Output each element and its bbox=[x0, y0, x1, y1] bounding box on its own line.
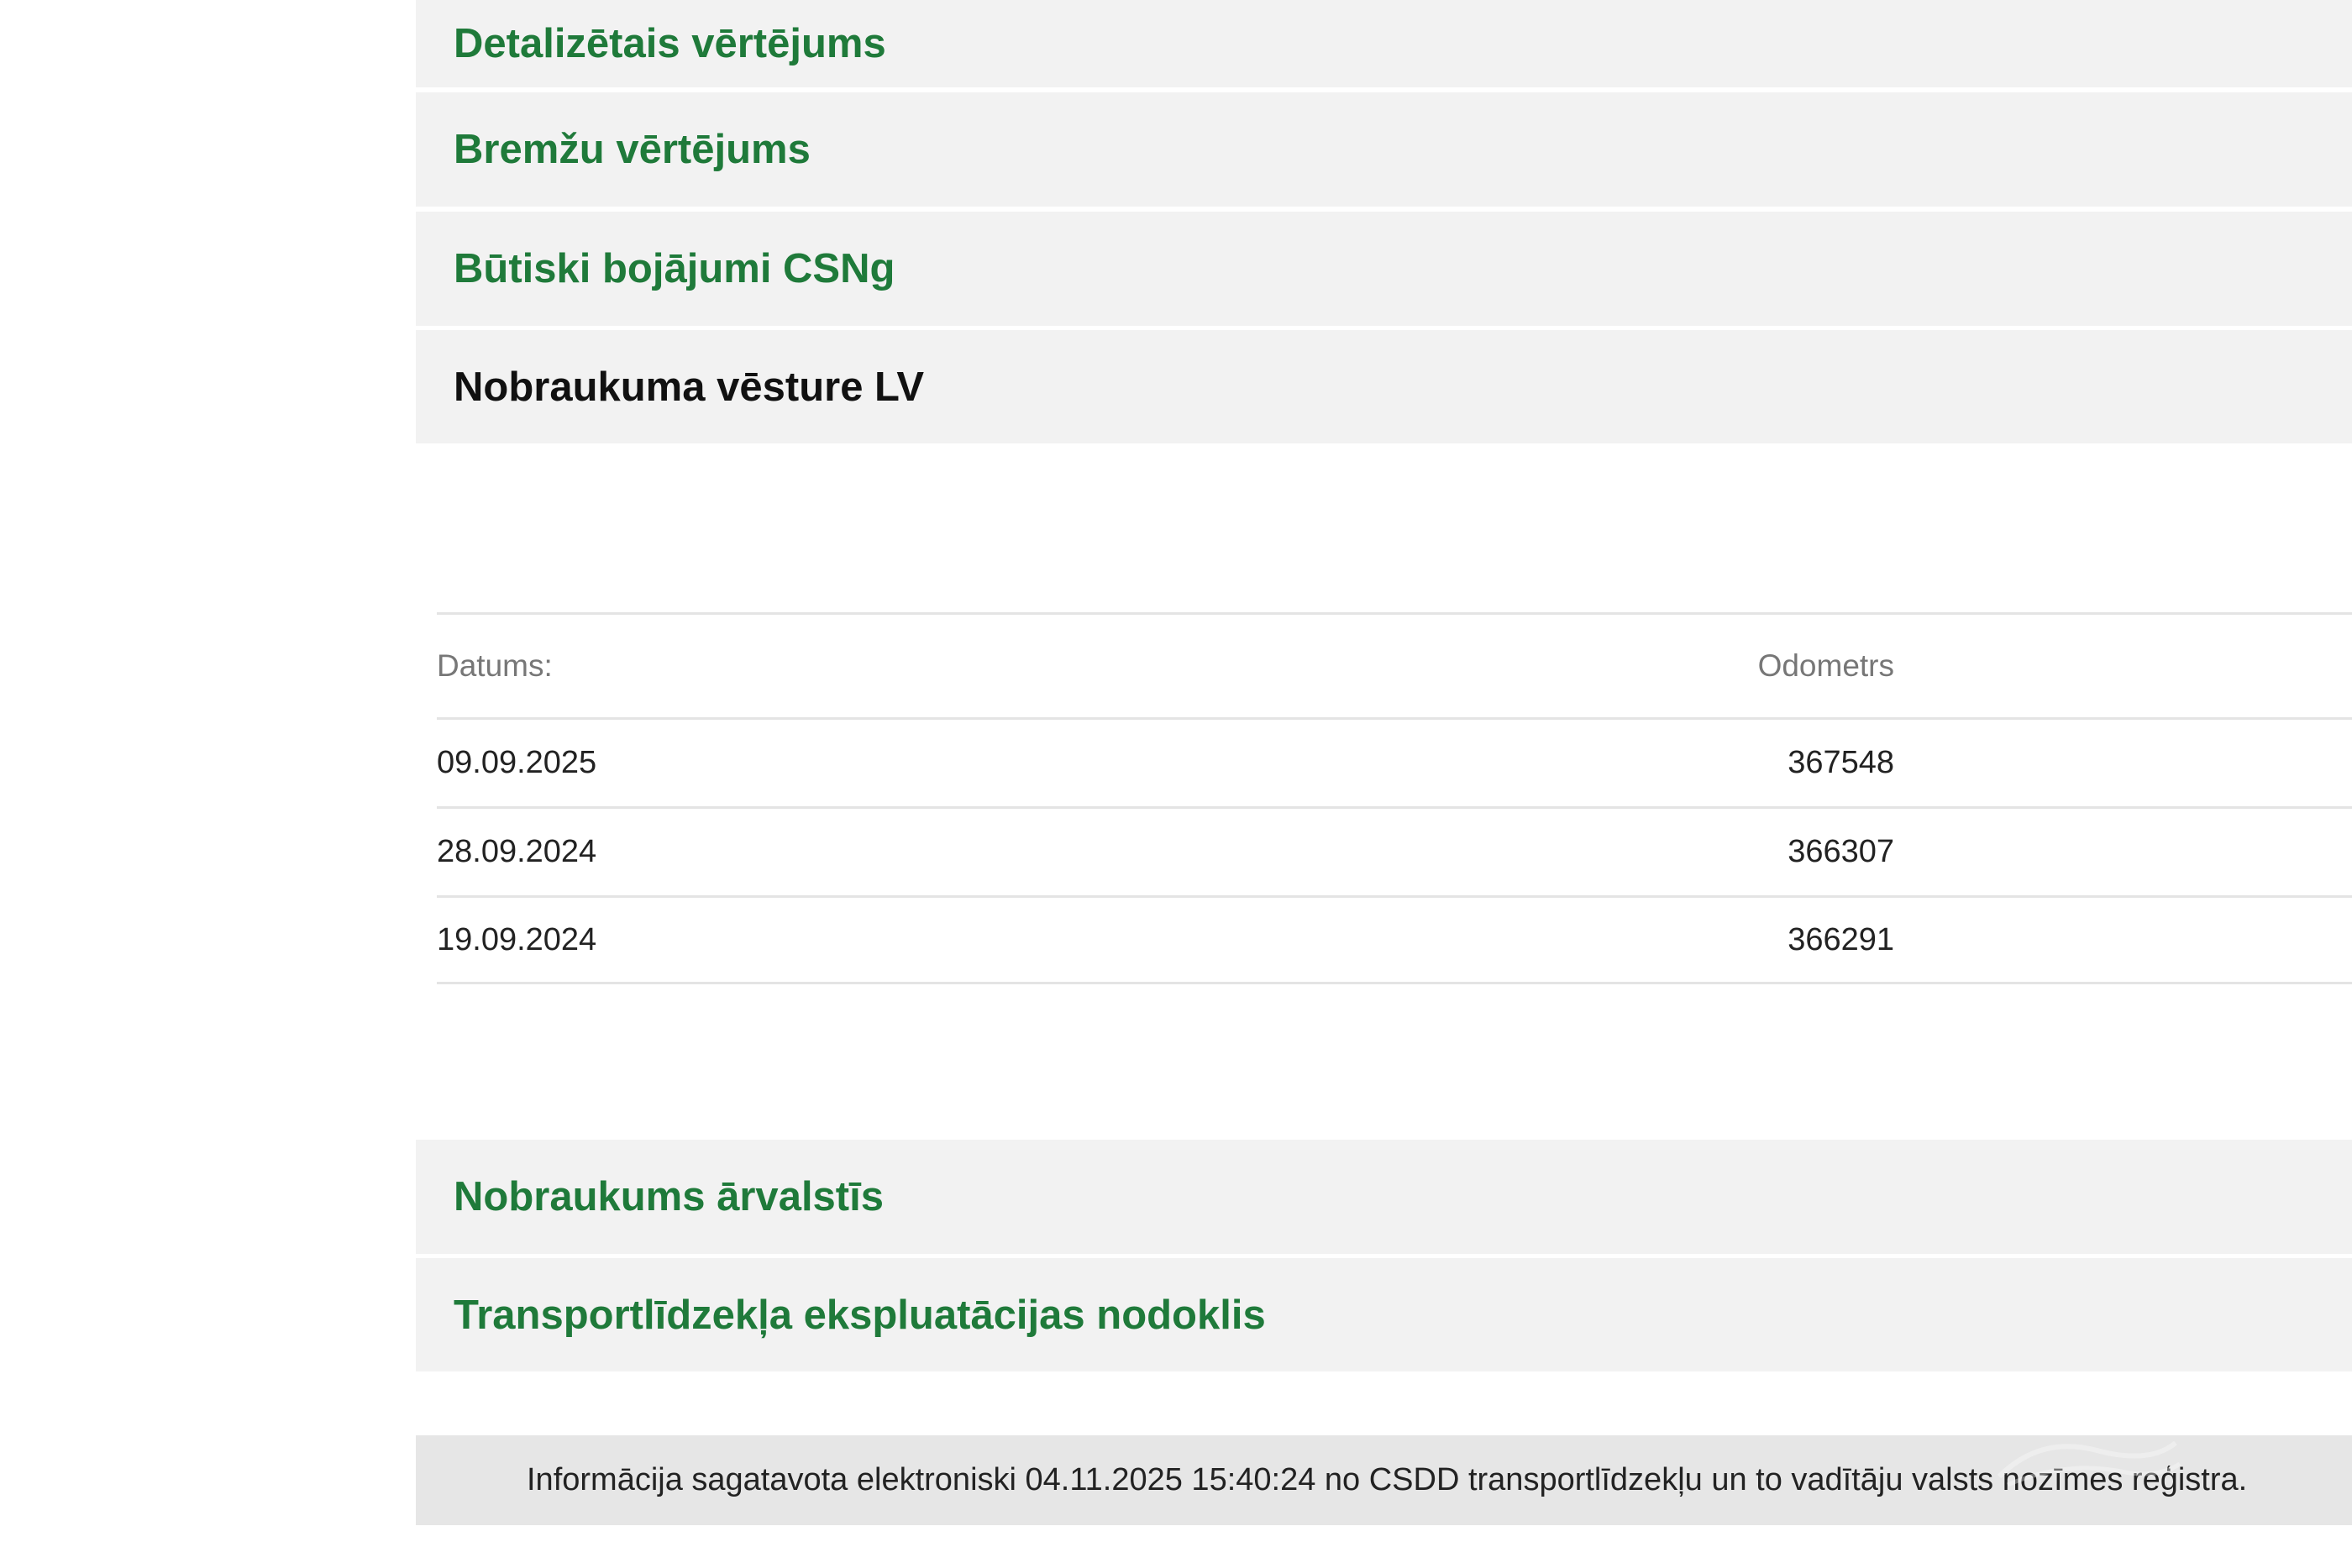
mileage-history-table bbox=[437, 612, 2352, 984]
column-header-date: Datums: bbox=[437, 648, 553, 683]
footer-info-text: Informācija sagatavota elektroniski 04.11.2025 15:40:24 no CSDD transportlīdzekļu un to vadītāju valsts nozīmes reģistra. bbox=[527, 1462, 2248, 1497]
table-row bbox=[437, 717, 2352, 806]
row-odometer: 367548 bbox=[1788, 745, 1894, 780]
section-vehicle-operation-tax[interactable] bbox=[416, 1258, 2352, 1371]
section-significant-damage[interactable] bbox=[416, 212, 2352, 326]
table-row bbox=[437, 806, 2352, 895]
section-mileage-history-lv[interactable] bbox=[416, 330, 2352, 443]
section-mileage-abroad-label: Nobraukums ārvalstīs bbox=[454, 1174, 884, 1219]
row-date: 28.09.2024 bbox=[437, 834, 597, 869]
row-date: 09.09.2025 bbox=[437, 745, 597, 780]
section-significant-damage-label: Būtiski bojājumi CSNg bbox=[454, 246, 895, 291]
watermark-icon bbox=[1991, 1426, 2184, 1493]
section-mileage-abroad[interactable] bbox=[416, 1140, 2352, 1254]
table-header-row bbox=[437, 612, 2352, 717]
section-vehicle-operation-tax-label: Transportlīdzekļa ekspluatācijas nodoklis bbox=[454, 1292, 1266, 1338]
table-row bbox=[437, 895, 2352, 984]
section-brake-rating-label: Bremžu vērtējums bbox=[454, 127, 811, 172]
section-mileage-history-lv-label: Nobraukuma vēsture LV bbox=[454, 364, 925, 410]
column-header-odometer: Odometrs bbox=[1757, 648, 1894, 683]
section-detailed-rating[interactable] bbox=[416, 0, 2352, 87]
row-date: 19.09.2024 bbox=[437, 921, 597, 957]
row-odometer: 366307 bbox=[1788, 834, 1894, 869]
section-detailed-rating-label: Detalizētais vērtējums bbox=[454, 21, 886, 66]
row-odometer: 366291 bbox=[1788, 921, 1894, 957]
section-brake-rating[interactable] bbox=[416, 92, 2352, 207]
